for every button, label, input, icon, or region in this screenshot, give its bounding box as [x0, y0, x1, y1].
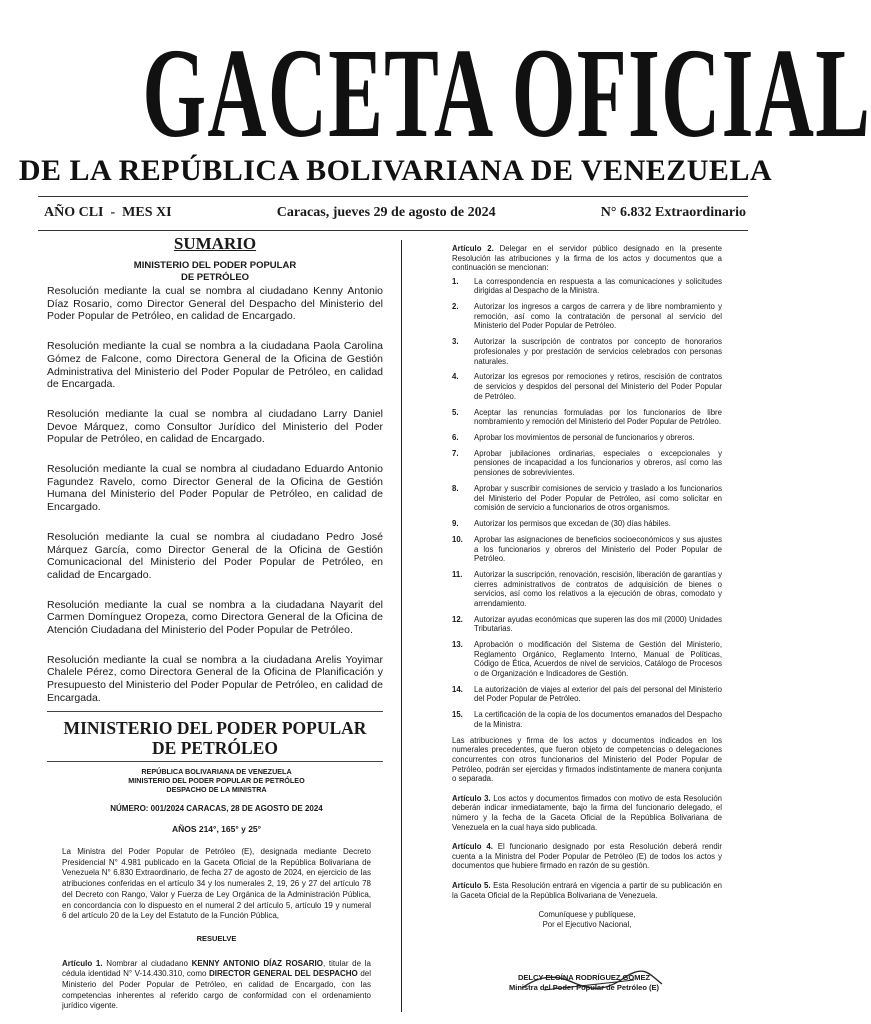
list-item-text: Autorizar ayudas económicas que superen las dos mil (2000) Unidades Tributarias.: [474, 614, 722, 634]
atribuciones-paragraph: Las atribuciones y firma de los actos y documentos indicados en los numerales precedentes, que fueron objeto de competencias o delegaciones concurrentes con otros funcionarios del Ministerio del Poder Popular de Petróleo, podrán ser ejercidas y firmados indistintamente de manera conjunta o separada.: [452, 735, 722, 784]
list-item: [452, 277, 722, 296]
list-item: [452, 615, 722, 634]
sumario-item: Resolución mediante la cual se nombra a la ciudadana Nayarit del Carmen Domínguez Oropeza, como Directora General de la Oficina de Atención Ciudadana del Ministerio del Poder Popular de Petróleo.: [47, 598, 383, 637]
list-item-number: 3.: [452, 337, 459, 347]
article-5-label: Artículo 5.: [452, 880, 491, 890]
masthead: [0, 22, 871, 188]
sumario-title: SUMARIO: [173, 234, 257, 253]
sumario-item: Resolución mediante la cual se nombra al ciudadano Kenny Antonio Díaz Rosario, como Director General del Despacho del Ministerio del Poder Popular de Petróleo, en calidad de Encargado.: [47, 285, 383, 323]
sumario-ministry: MINISTERIO DEL PODER POPULAR DE PETRÓLEO: [133, 260, 297, 283]
list-item: [452, 535, 722, 564]
sumario-item: Resolución mediante la cual se nombra al ciudadano Pedro José Márquez García, como Director General de la Oficina de Gestión Comunicacional del Ministerio del Poder Popular de Petróleo, en calidad de Encargado.: [47, 530, 383, 581]
issue-year-month: AÑO CLI - MES XI: [44, 205, 172, 220]
signer-block: [484, 973, 684, 992]
top-rule: [38, 196, 748, 197]
sumario-list: [47, 285, 383, 705]
list-item-number: 14.: [452, 684, 463, 694]
header-rule: [38, 230, 748, 231]
list-item: [452, 372, 722, 401]
list-item-number: 4.: [452, 372, 459, 382]
article-4-text: El funcionario designado por esta Resolución deberá rendir cuenta a la Ministra del Poder Popular de Petróleo (E) de todos los actos y documentos que hubiere firmado en razón de su gestión.: [452, 842, 723, 871]
list-item-number: 15.: [452, 710, 463, 720]
list-item: [452, 337, 722, 366]
list-item-text: La certificación de la copia de los documentos emanados del Despacho de la Ministra.: [474, 710, 722, 729]
list-item: [452, 484, 722, 513]
right-column: [452, 244, 722, 930]
article-5-text: Esta Resolución entrará en vigencia a partir de su publicación en la Gaceta Oficial de la República Bolivariana de Venezuela.: [452, 880, 722, 900]
article-2: [452, 244, 722, 273]
list-item-text: Autorizar los egresos por remociones y retiros, rescisión de contratos de servicios y despidos del personal del Ministerio del Poder Popular de Petróleo.: [474, 372, 722, 401]
list-item-text: Autorizar la suscripción, renovación, rescisión, liberación de garantías y cierres administrativos de contratos de adquisición de bienes o servicios, así como los relativos a la ejecución de obras, comodato y arrendamiento.: [474, 570, 722, 608]
list-item: [452, 408, 722, 427]
signer-name: DELCY ELOÍNA RODRÍGUEZ GÓMEZ: [517, 973, 651, 982]
resolution-number: NÚMERO: 001/2024 CARACAS, 28 DE AGOSTO DE 2024: [110, 803, 323, 813]
resolution-years: AÑOS 214°, 165° y 25°: [171, 824, 262, 835]
article-3-label: Artículo 3.: [452, 793, 491, 803]
list-item-number: 5.: [452, 407, 459, 417]
list-item-text: Aprobación o modificación del Sistema de Gestión del Ministerio, Reglamento Orgánico, Reglamento Interno, Manual de Políticas, Código de Ética, Acuerdos de nivel de servicios, Catálogo de Procesos o de Organización e Indicadores de Gestión.: [474, 640, 722, 678]
resolution-heading: REPÚBLICA BOLIVARIANA DE VENEZUELA MINISTERIO DEL PODER POPULAR DE PETRÓLEO DESPACHO DE LA MINISTRA: [128, 766, 305, 794]
issue-bar: [44, 205, 746, 221]
list-item: [452, 433, 722, 443]
signer-title: Ministra del Poder Popular de Petróleo (E): [508, 982, 660, 992]
article-1: [62, 959, 371, 1013]
article-5: [452, 881, 722, 900]
article-2-label: Artículo 2.: [452, 244, 494, 253]
list-item: [452, 710, 722, 729]
sumario-item: Resolución mediante la cual se nombra al ciudadano Eduardo Antonio Fagundez Ravelo, como Director General de la Oficina de Gestión Humana del Ministerio del Poder Popular de Petróleo, en calidad de Encargado.: [47, 463, 383, 514]
column-divider: [401, 240, 402, 1012]
list-item-number: 11.: [452, 570, 463, 579]
list-item-number: 12.: [452, 614, 463, 624]
list-item-text: Aprobar los movimientos de personal de funcionarios y obreros.: [474, 432, 695, 442]
gazette-title: GACETA OFICIAL: [142, 22, 871, 164]
article-1-label: Artículo 1.: [62, 958, 103, 968]
list-item: [452, 302, 722, 331]
list-item-text: Autorizar los ingresos a cargos de carrera y de libre nombramiento y remoción, así como la contratación de personal al servicio del Ministerio del Poder Popular de Petróleo.: [474, 302, 722, 331]
closing-line-2: Por el Ejecutivo Nacional,: [542, 920, 632, 930]
list-item-number: 6.: [452, 432, 459, 442]
issue-number: N° 6.832 Extraordinario: [600, 205, 746, 220]
appointee-name: KENNY ANTONIO DÍAZ ROSARIO: [191, 958, 324, 968]
list-item-text: Aprobar las asignaciones de beneficios socioeconómicos y sus ajustes a los funcionarios y obreros del Ministerio del Poder Popular de Petróleo.: [474, 534, 722, 564]
list-item: [452, 570, 722, 608]
sumario-item: Resolución mediante la cual se nombra a la ciudadana Arelis Yoyimar Chalele Pérez, como Directora General de la Oficina de Planificación y Presupuesto del Ministerio del Poder Popular de Petróleo, en calidad de Encargada.: [47, 653, 383, 704]
article-2-text: Delegar en el servidor público designado en la presente Resolución las atribuciones y la firma de los actos y documentos que a continuación se mencionan:: [452, 244, 722, 273]
list-item: [452, 519, 722, 529]
article-4-label: Artículo 4.: [452, 842, 493, 852]
gazette-subtitle: DE LA REPÚBLICA BOLIVARIANA DE VENEZUELA: [18, 154, 773, 187]
list-item-number: 8.: [452, 483, 459, 493]
list-item-number: 13.: [452, 640, 463, 650]
ministry-header: MINISTERIO DEL PODER POPULAR DE PETRÓLEO: [47, 711, 383, 762]
list-item-number: 7.: [452, 448, 459, 458]
sumario-item: Resolución mediante la cual se nombra al ciudadano Larry Daniel Devoe Márquez, como Consultor Jurídico del Ministerio del Poder Popular de Petróleo, en calidad de Encargado.: [47, 407, 383, 446]
list-item-number: 1.: [452, 276, 459, 286]
appointee-role: DIRECTOR GENERAL DEL DESPACHO: [209, 969, 358, 979]
closing-line-1: Comuníquese y publíquese,: [538, 910, 636, 920]
list-item: [452, 449, 722, 478]
list-item-text: Aprobar jubilaciones ordinarias, especiales o excepcionales y pensiones de incapacidad a los funcionarios y obreros, así como las pensiones de sobrevivientes.: [474, 448, 722, 478]
delegation-list: [452, 277, 722, 730]
article-3: [452, 794, 722, 832]
left-column: [47, 234, 383, 1012]
closing: [452, 910, 722, 930]
resolution-intro: La Ministra del Poder Popular de Petróleo (E), designada mediante Decreto Presidencial N° 4.981 publicado en la Gaceta Oficial de la República Bolivariana de Venezuela N° 6.830 Extraordinario, de fecha 27 de agosto de 2024, en ejercicio de las atribuciones conferidas en el artículo 34 y los numerales 2, 19, 26 y 27 del artículo 78 del Decreto con Rango, Valor y Fuerza de Ley Orgánica de la Administración Pública, en concordancia con lo dispuesto en el numeral 2 del artículo 5, artículo 19 y numeral 6 del artículo 20 de la Ley del Estatuto de la Función Pública,: [62, 846, 371, 921]
issue-place-date: Caracas, jueves 29 de agosto de 2024: [276, 205, 496, 220]
list-item: [452, 640, 722, 678]
article-4: [452, 842, 722, 871]
list-item-text: Aprobar y suscribir comisiones de servicio y traslado a los funcionarios del Ministerio del Poder Popular de Petróleo, así como solicitar en comisión de servicio a funcionarios de otros organismos.: [474, 483, 722, 513]
article-1-text-a: Nombrar al ciudadano: [102, 958, 192, 968]
list-item-text: La autorización de viajes al exterior del país del personal del Ministerio del Poder Popular de Petróleo.: [474, 684, 722, 704]
article-1-text-b: , titular de la cédula identidad N° V-14.430.310, como: [62, 958, 371, 979]
list-item-text: La correspondencia en respuesta a las comunicaciones y solicitudes dirigidas al Despacho de la Ministra.: [474, 276, 722, 296]
resolution-body: [47, 767, 383, 1013]
list-item-number: 10.: [452, 534, 463, 544]
article-1-text-c: del Ministerio del Poder Popular de Petróleo, en calidad de Encargado, con las competencias inherentes al referido cargo de conformidad con el ordenamiento jurídico vigente.: [62, 969, 371, 1011]
article-3-text: Los actos y documentos firmados con motivo de esta Resolución deberán indicar inmediatamente, bajo la firma del funcionario delegado, el número y la fecha de la Gaceta Oficial de la República Bolivariana de Venezuela en la cual haya sido publicada.: [452, 793, 722, 832]
list-item-number: 2.: [452, 302, 459, 312]
list-item-text: Autorizar los permisos que excedan de (30) días hábiles.: [474, 519, 671, 529]
list-item-text: Aceptar las renuncias formuladas por los funcionarios de libre nombramiento y remoción del Ministerio del Poder Popular de Petróleo.: [474, 407, 722, 427]
list-item-number: 9.: [452, 519, 459, 529]
resuelve-heading: RESUELVE: [196, 933, 237, 943]
sumario-item: Resolución mediante la cual se nombra a la ciudadana Paola Carolina Gómez de Falcone, como Directora General de la Oficina de Gestión Administrativa del Ministerio del Poder Popular de Petróleo, en calidad de Encargada.: [47, 340, 383, 391]
list-item: [452, 685, 722, 704]
list-item-text: Autorizar la suscripción de contratos por concepto de honorarios profesionales y por prestación de servicios celebrados con personas naturales.: [474, 337, 722, 366]
